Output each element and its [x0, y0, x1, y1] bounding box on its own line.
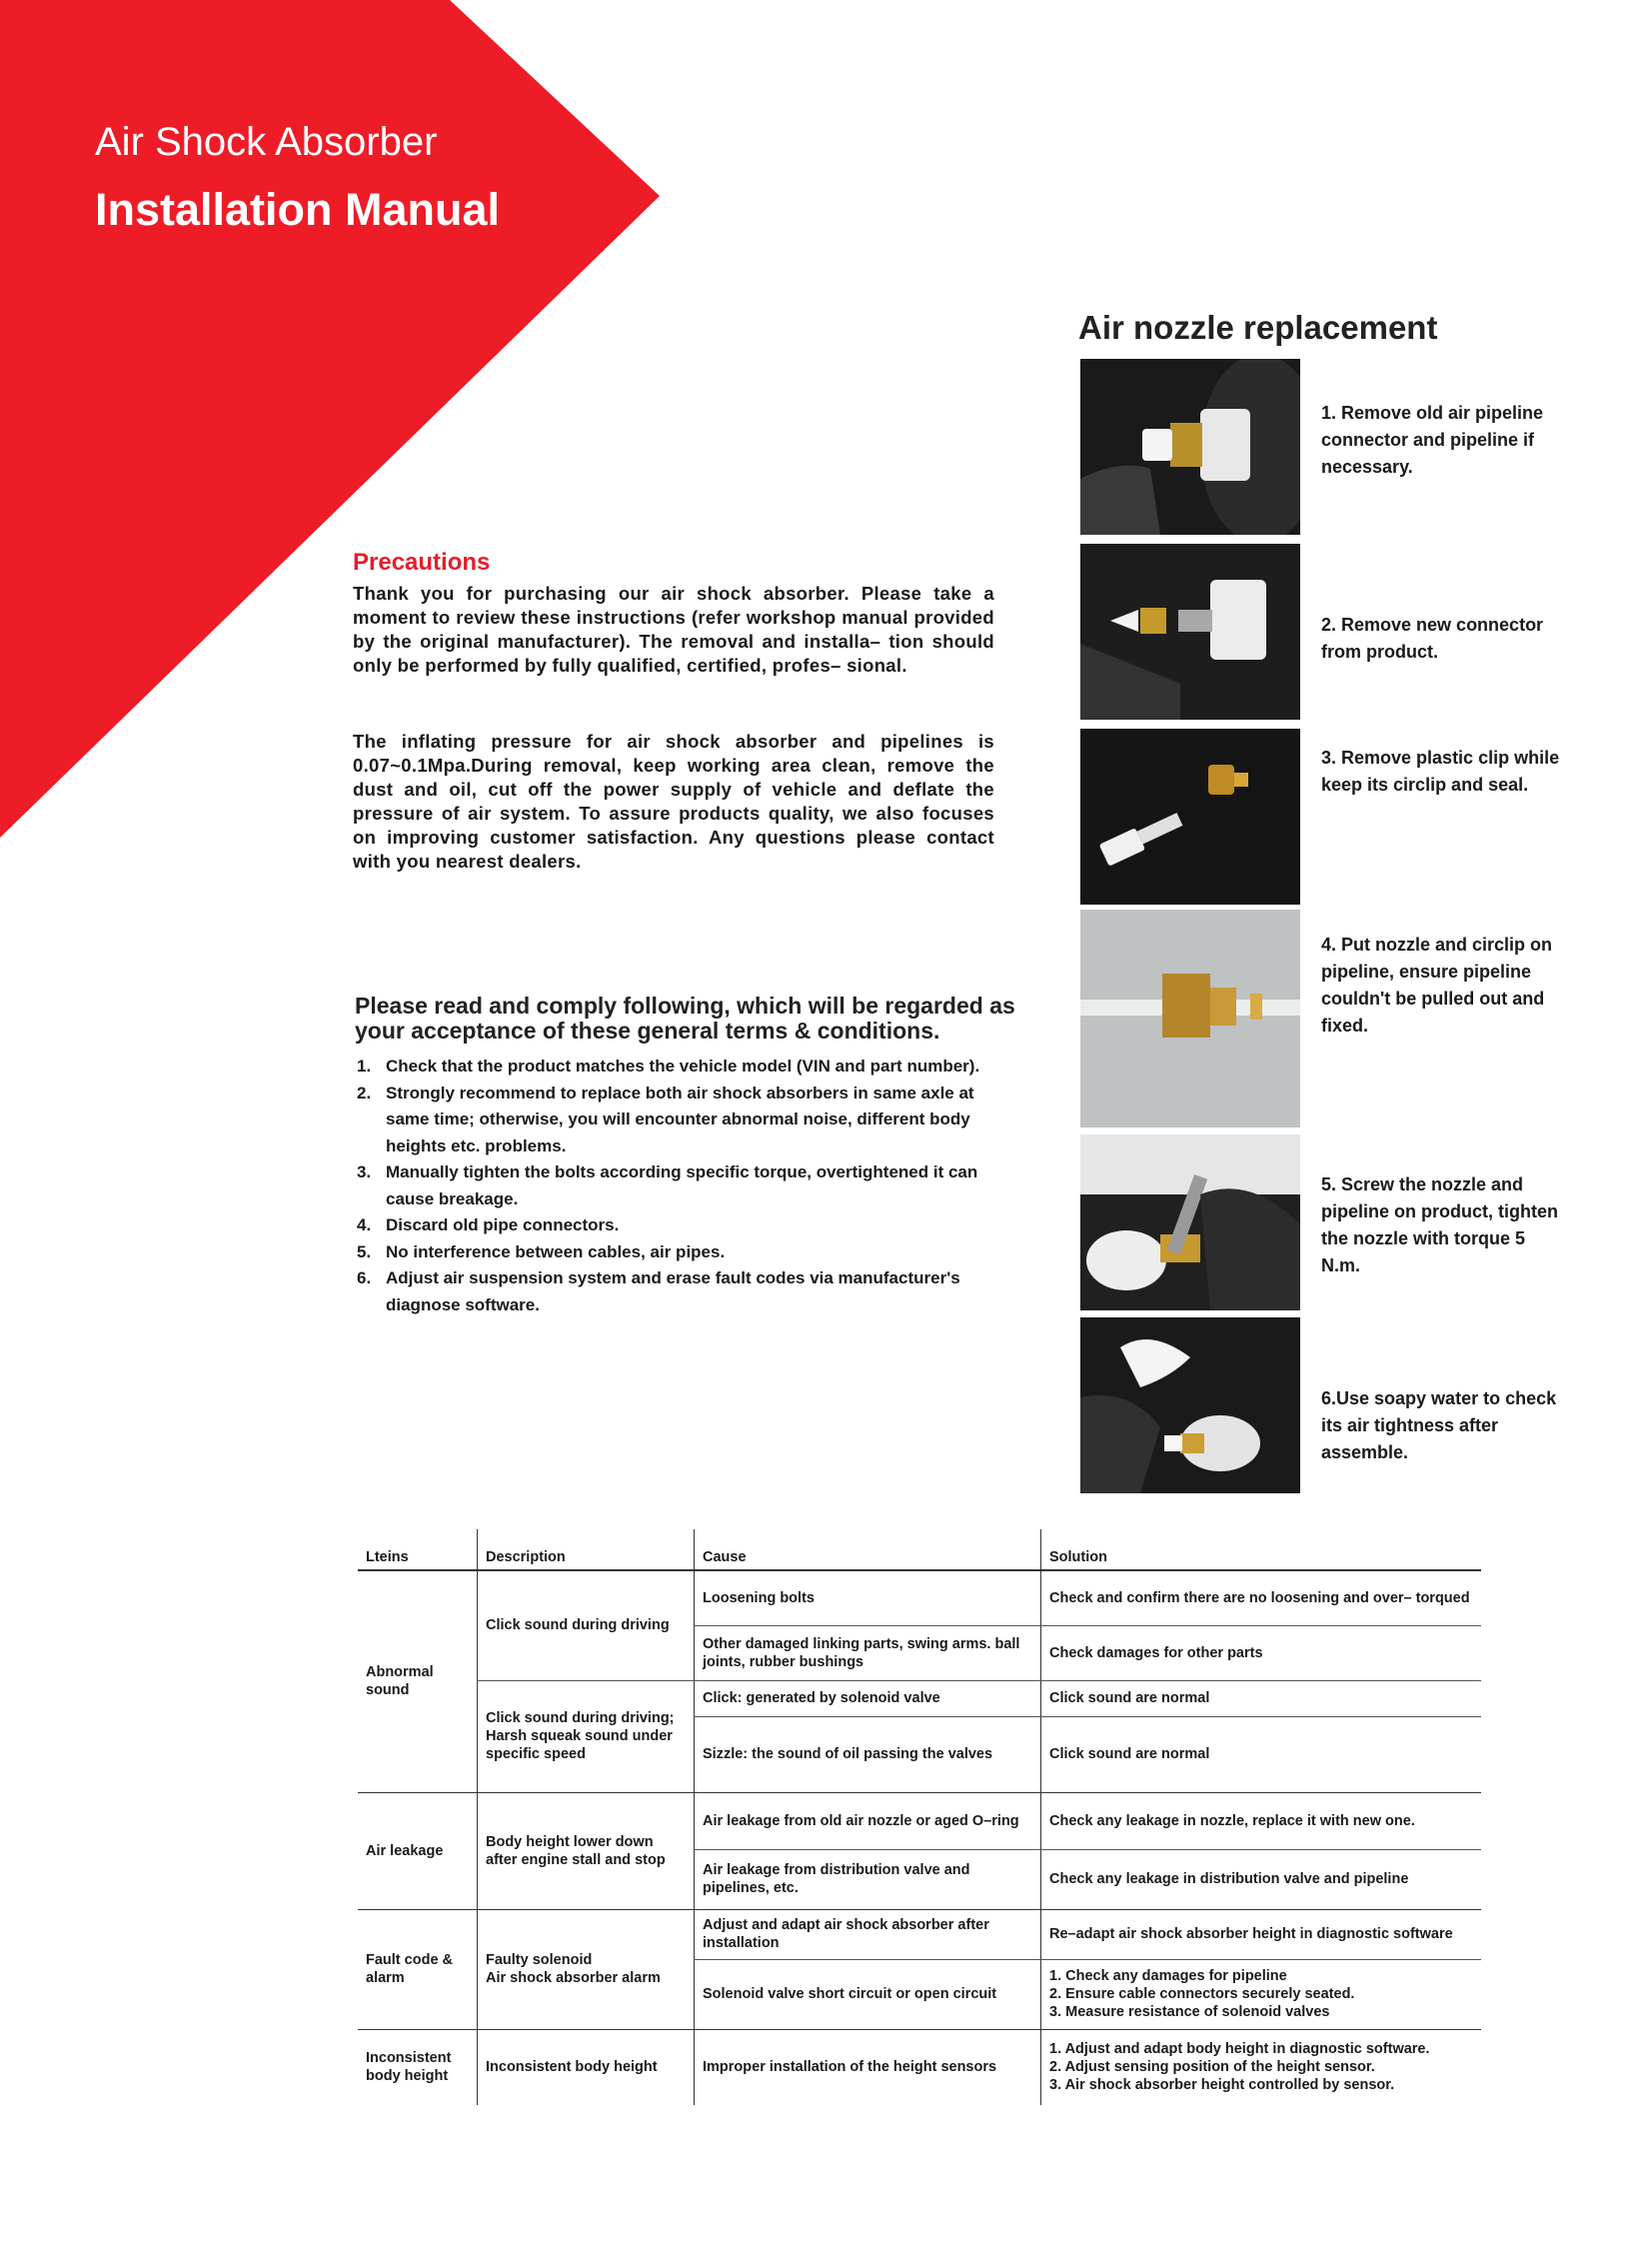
- solution-normal-1: Click sound are normal: [1041, 1680, 1482, 1716]
- cause-nozzle-leakage: Air leakage from old air nozzle or aged O–ring: [695, 1792, 1041, 1849]
- item-inconsistent-height: Inconsistent body height: [366, 2050, 452, 2085]
- terms-item: [355, 1265, 1009, 1318]
- terms-item-number: 5.: [357, 1241, 372, 1261]
- step-2-photo: [1080, 544, 1300, 720]
- table-row: [358, 2029, 1481, 2105]
- nozzle-section-heading: Air nozzle replacement: [1078, 309, 1438, 346]
- header-description: Description: [478, 1529, 695, 1570]
- terms-heading: Please read and comply following, which will be regarded as your acceptance of these general terms & conditions.: [355, 993, 1015, 1044]
- terms-item-number: 3.: [357, 1162, 372, 1181]
- terms-item-number: 6.: [357, 1268, 372, 1287]
- item-abnormal-sound: Abnormal sound: [358, 1570, 478, 1792]
- solution-height-adjust: [1041, 2029, 1482, 2105]
- solution-line: 2. Adjust sensing position of the height sensor.: [1049, 2059, 1375, 2076]
- header-items: Lteins: [358, 1529, 478, 1570]
- terms-item-number: 1.: [357, 1057, 372, 1076]
- precautions-paragraph-1: Thank you for purchasing our air shock absorber. Please take a moment to review these instructions (refer workshop manual provided by the original manufacturer). The removal and installa– tion should only be performed by fully qualified, certified, profes– sional.: [353, 583, 994, 676]
- cause-solenoid-click: Click: generated by solenoid valve: [695, 1680, 1041, 1716]
- terms-item-number: 2.: [357, 1083, 372, 1103]
- desc-faulty-solenoid-line1: Faulty solenoid: [486, 1952, 593, 1968]
- solution-readapt-height: Re–adapt air shock absorber height in diagnostic software: [1041, 1909, 1482, 1959]
- manual-title: Installation Manual: [95, 184, 501, 235]
- cause-height-sensors: Improper installation of the height sensors: [695, 2029, 1041, 2105]
- step-4-text: 4. Put nozzle and circlip on pipeline, ensure pipeline couldn't be pulled out and fixed.: [1321, 935, 1553, 1036]
- solution-line: 2. Ensure cable connectors securely seated.: [1049, 1986, 1355, 2002]
- terms-item: [355, 1159, 1009, 1212]
- table-header-row: [358, 1529, 1481, 1570]
- solution-replace-nozzle: Check any leakage in nozzle, replace it with new one.: [1041, 1792, 1482, 1849]
- desc-faulty-solenoid: [478, 1909, 695, 2029]
- step-6-text: 6.Use soapy water to check its air tightness after assemble.: [1321, 1388, 1557, 1462]
- terms-item-text: No interference between cables, air pipes.: [386, 1241, 726, 1261]
- desc-faulty-solenoid-line2: Air shock absorber alarm: [486, 1970, 661, 1986]
- solution-line: 1. Adjust and adapt body height in diagnostic software.: [1049, 2041, 1430, 2058]
- desc-inconsistent-height: Inconsistent body height: [478, 2029, 695, 2105]
- solution-check-torque: Check and confirm there are no loosening and over– torqued: [1041, 1570, 1482, 1625]
- terms-list: [355, 1054, 1009, 1318]
- terms-item-text: Adjust air suspension system and erase fault codes via manufacturer's diagnose software.: [386, 1268, 960, 1314]
- terms-item: [355, 1212, 1009, 1239]
- header-cause: Cause: [695, 1529, 1041, 1570]
- solution-normal-2: Click sound are normal: [1041, 1716, 1482, 1792]
- solution-line: 3. Air shock absorber height controlled by sensor.: [1049, 2077, 1395, 2094]
- solution-solenoid-checks: [1041, 1959, 1482, 2029]
- desc-click-squeak: Click sound during driving; Harsh squeak sound under specific speed: [478, 1680, 695, 1792]
- desc-click-driving: Click sound during driving: [478, 1570, 695, 1680]
- cause-oil-sizzle: Sizzle: the sound of oil passing the valves: [695, 1716, 1041, 1792]
- table-row: [358, 1792, 1481, 1849]
- item-fault-code: Fault code & alarm: [358, 1909, 478, 2029]
- precautions-heading: Precautions: [353, 549, 491, 576]
- terms-item-number: 4.: [357, 1215, 372, 1234]
- step-6-photo: [1080, 1317, 1300, 1493]
- cause-solenoid-circuit: Solenoid valve short circuit or open circuit: [695, 1959, 1041, 2029]
- solution-check-damages: Check damages for other parts: [1041, 1625, 1482, 1680]
- terms-item-text: Check that the product matches the vehicle model (VIN and part number).: [386, 1057, 980, 1076]
- step-1-text: 1. Remove old air pipeline connector and pipeline if necessary.: [1321, 403, 1544, 477]
- table-row: [358, 1680, 1481, 1716]
- step-5-photo: [1080, 1134, 1300, 1310]
- item-air-leakage: Air leakage: [358, 1792, 478, 1909]
- step-1-photo: [1080, 359, 1300, 535]
- step-3-text: 3. Remove plastic clip while keep its circlip and seal.: [1321, 748, 1560, 795]
- terms-item: [355, 1054, 1009, 1081]
- precautions-paragraph-2: The inflating pressure for air shock absorber and pipelines is 0.07~0.1Mpa.During removal, keep working area clean, remove the dust and oil, cut off the power supply of vehicle and deflate the pressure of air system. To assure products quality, we also focuses on improving customer satisfaction. Any questions please contact with you nearest dealers.: [353, 731, 994, 872]
- terms-item: [355, 1239, 1009, 1266]
- cause-damaged-parts: Other damaged linking parts, swing arms. ball joints, rubber bushings: [695, 1625, 1041, 1680]
- troubleshooting-table: [358, 1529, 1481, 2105]
- desc-body-height-lower: Body height lower down after engine stall and stop: [478, 1792, 695, 1909]
- cause-valve-leakage: Air leakage from distribution valve and pipelines, etc.: [695, 1849, 1041, 1909]
- terms-item-text: Manually tighten the bolts according specific torque, overtightened it can cause breakage.: [386, 1162, 978, 1208]
- step-2-text: 2. Remove new connector from product.: [1321, 615, 1544, 662]
- terms-item: [355, 1081, 1009, 1160]
- terms-item-text: Strongly recommend to replace both air shock absorbers in same axle at same time; otherwise, you will encounter abnormal noise, different body heights etc. problems.: [386, 1083, 974, 1155]
- cause-adapt-after-install: Adjust and adapt air shock absorber after installation: [695, 1909, 1041, 1959]
- step-3-photo: [1080, 729, 1300, 905]
- header-solution: Solution: [1041, 1529, 1482, 1570]
- solution-check-valve: Check any leakage in distribution valve and pipeline: [1041, 1849, 1482, 1909]
- manual-subtitle: Air Shock Absorber: [95, 120, 438, 164]
- table-row: [358, 1570, 1481, 1625]
- terms-item-text: Discard old pipe connectors.: [386, 1215, 620, 1234]
- step-5-text: 5. Screw the nozzle and pipeline on product, tighten the nozzle with torque 5 N.m.: [1321, 1174, 1558, 1275]
- solution-line: 3. Measure resistance of solenoid valves: [1049, 2004, 1330, 2020]
- step-4-photo: [1080, 910, 1300, 1127]
- table-row: [358, 1909, 1481, 1959]
- solution-line: 1. Check any damages for pipeline: [1049, 1968, 1287, 1984]
- cause-loosening-bolts: Loosening bolts: [695, 1570, 1041, 1625]
